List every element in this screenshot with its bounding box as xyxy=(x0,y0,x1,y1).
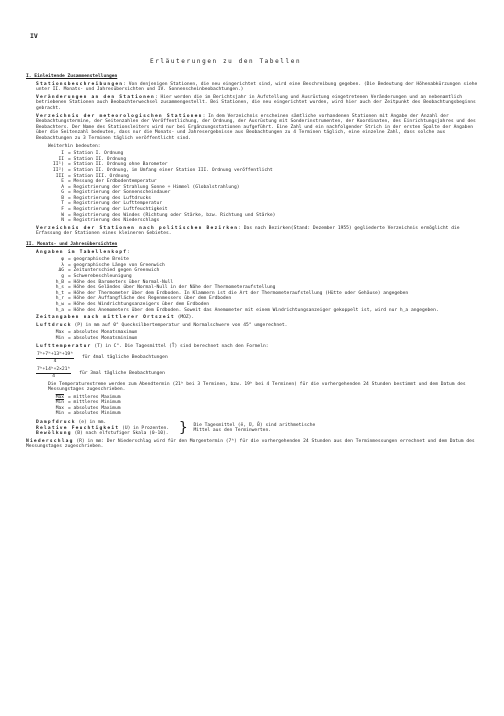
list-text: = mittleres Maximum xyxy=(68,394,121,400)
paragraph-text: : Hier werden die im Berichtsjahr in Aufstellung und Ausrüstung eingetretenen Veränderungen und an nebenamtlich betriebenen Stationen auch Beobachterwechsel zusammengestellt. Bei Stationen, die neu eingerichtet wurden, wird hier auch der Zeitpunkt des Beobachtungsbeginns gebracht. xyxy=(36,94,476,111)
list-symbol: h_t xyxy=(55,290,64,296)
list-symbol: Max xyxy=(55,330,64,336)
paragraph-lead: Verzeichnis der meteorologischen Stationen xyxy=(36,113,203,119)
list-text: = Schwerebeschleunigung xyxy=(68,274,132,279)
list-text: = absolutes Monatsminimum xyxy=(68,335,138,341)
section-heading-monthly-annual: II. Monats- und Jahresübersichten xyxy=(26,242,118,248)
paragraph-text: (R) in mm: Der Niederschlag wird für den Morgentermin (7ʰ) für die vorhergehenden 24 Stunden aus den Terminmessungen errechnet und dem Datum des Messungstages zugeschrieben. xyxy=(26,438,475,450)
paragraph-table-header xyxy=(26,250,480,256)
paragraph-cloud-cover xyxy=(36,431,169,437)
list-symbol: B xyxy=(61,195,64,201)
list-text: = Station II. Ordnung xyxy=(68,156,127,162)
paragraph-lead: Luftdruck xyxy=(36,322,72,328)
list-text: = geographische Länge von Greenwich xyxy=(68,262,165,268)
formula-4-observations xyxy=(36,352,480,364)
list-symbol: I xyxy=(61,151,64,157)
list-item xyxy=(48,308,480,314)
section-heading-introduction: I. Einleitende Zusammenstellungen xyxy=(26,74,118,79)
list-symbol: h_s xyxy=(55,285,64,291)
paragraph-lead: Veränderungen an den Stationen xyxy=(36,94,155,100)
paragraph-text: (P) in mm auf 0° Quecksilbertemperatur und Normalschwere von 45° umgerechnet. xyxy=(74,322,288,328)
right-brace-icon: } xyxy=(179,420,188,437)
formula-description: für 4mal tägliche Beobachtungen xyxy=(81,355,168,361)
list-text: = Höhe der Auffangfläche des Regenmessers über dem Erdboden xyxy=(68,296,232,302)
list-text: = Station II. Ordnung, im Umfang einer Station III. Ordnung veröffentlicht xyxy=(68,167,273,173)
paragraph-lead: Relative Feuchtigkeit xyxy=(36,425,120,431)
list-text: = Registrierung des Niederschlags xyxy=(68,218,160,224)
list-symbol: G xyxy=(61,190,64,196)
paragraph-lead: Bewölkung xyxy=(36,431,72,437)
paragraph-text: : xyxy=(127,249,130,255)
page-title: Erläuterungen zu den Tabellen xyxy=(150,58,302,65)
list-text: = absolutes Monatsmaximum xyxy=(68,330,138,336)
list-text: = Höhe des Barometers über Normal-Null xyxy=(68,279,174,285)
list-item xyxy=(48,336,480,342)
list-symbol: g xyxy=(61,274,64,279)
daily-mean-note: Die Tagesmittel (ē, Ū, B̄) sind arithmetische Mittel aus den Terminwerten. xyxy=(193,422,316,434)
paragraph-lead: Stationsbeschreibungen xyxy=(36,81,124,87)
list-symbol: λ xyxy=(61,262,64,268)
fraction-denominator: 4 xyxy=(52,373,55,379)
paragraph-text: : Das nach Bezirken(Stand: Dezember 1955) gegliederte Verzeichnis ermöglicht die Erfassung der Stationen eines kleineren Gebietes. xyxy=(36,225,460,237)
list-symbol: ΔG xyxy=(58,268,64,274)
list-symbol: h_B xyxy=(55,279,64,285)
paragraph-precipitation xyxy=(26,439,480,450)
paragraph-air-temperature xyxy=(26,344,480,350)
paragraph-time-specification xyxy=(26,315,480,321)
list-text: = absolutes Minimum xyxy=(68,411,121,417)
paragraph-station-descriptions xyxy=(26,82,480,93)
paragraph-text: (T) in C°. Die Tagesmittel (T̄) sind berechnet nach den Formeln: xyxy=(94,343,269,349)
legend-list xyxy=(48,151,480,224)
paragraph-text: : Von denjenigen Stationen, die neu eingerichtet sind, wird eine Beschreibung gegeben. (Die Bedeutung der Höhenabkürzungen siehe unter II. Monats- und Jahresübersichten und IV. Sonnenscheinbeobachtungen.) xyxy=(36,81,478,93)
paragraph-lead: Angaben im Tabellenkopf xyxy=(36,249,128,255)
list-symbol: T xyxy=(61,201,64,207)
list-symbol: II²) xyxy=(52,167,64,173)
list-symbol: $\overline{Max}$ xyxy=(55,394,64,400)
temperature-extremes-list xyxy=(48,395,480,417)
paragraph-text: (MOZ). xyxy=(177,315,195,321)
list-text: = geographische Breite xyxy=(68,257,129,263)
list-item xyxy=(48,411,480,417)
list-symbol: W xyxy=(61,212,64,218)
list-text: = Station I. Ordnung xyxy=(68,151,124,157)
list-symbol: E xyxy=(61,179,64,185)
paragraph-lead: Zeitangaben nach mittlerer Ortszeit xyxy=(36,315,175,321)
fraction-numerator: 7ʰ+7ʰ+13ʰ+19ʰ xyxy=(37,352,73,358)
list-text: = Registrierung des Windes (Richtung oder Stärke, bzw. Richtung und Stärke) xyxy=(68,212,276,218)
list-symbol: A xyxy=(61,184,64,190)
list-text: = Registrierung der Strahlung Sonne + Himmel (Globalstrahlung) xyxy=(68,184,240,190)
list-symbol: h_w xyxy=(55,301,64,307)
list-symbol: II xyxy=(58,156,64,162)
page-number: IV xyxy=(30,32,38,40)
list-item xyxy=(48,218,480,224)
list-text: = Zeitunterschied gegen Greenwich xyxy=(68,268,160,274)
formula-description: für 3mal tägliche Beobachtungen xyxy=(79,370,165,376)
fraction-denominator: 4 xyxy=(53,358,57,364)
legend-intro: Weiterhin bedeuten: xyxy=(48,143,101,149)
list-text: = Höhe des Geländes über Normal-Null in der Nähe der Thermometeraufstellung xyxy=(68,285,276,291)
list-symbol: h_r xyxy=(55,296,64,302)
paragraph-text: (e) in mm. xyxy=(78,420,107,426)
paragraph-lead: Lufttemperatur xyxy=(36,343,92,349)
list-text: = Station II. Ordnung ohne Barometer xyxy=(68,162,168,168)
list-text: = Registrierung des Luftdrucks xyxy=(68,195,151,201)
list-symbol: φ xyxy=(61,257,64,263)
list-text: = Registrierung der Lufttemperatur xyxy=(68,201,163,207)
list-text: = Station III. Ordnung xyxy=(68,173,129,179)
list-symbol: F xyxy=(61,207,64,213)
list-symbol: Min xyxy=(55,411,64,417)
paragraph-text: (U) in Prozenten. xyxy=(122,425,170,431)
list-symbol: N xyxy=(61,218,64,224)
fraction xyxy=(36,352,74,364)
paragraph-air-pressure xyxy=(26,323,480,329)
paragraph-station-changes xyxy=(26,95,480,112)
document-body xyxy=(26,72,480,450)
list-text: = Registrierung der Luftfeuchtigkeit xyxy=(68,207,168,213)
list-text: = Registrierung der Sonnenscheindauer xyxy=(68,190,171,196)
list-symbol: Min xyxy=(55,335,64,341)
list-symbol: III xyxy=(55,173,64,179)
pressure-extremes-list xyxy=(48,330,480,341)
list-symbol: Max xyxy=(55,405,64,411)
paragraph-lead: Dampfdruck xyxy=(36,420,76,426)
humidity-cloud-lines xyxy=(36,420,169,437)
list-symbol: h_a xyxy=(55,307,64,313)
list-text: = mittleres Minimum xyxy=(68,400,121,406)
fraction xyxy=(36,367,71,379)
list-text: = Höhe des Anemometers über dem Erdboden. Soweit das Anemometer mit einem Windrichtungsanzeiger gekoppelt ist, wird nur h_a angegeben. xyxy=(68,307,439,313)
list-text: = Höhe der Thermometer über dem Erdboden. In Klammern ist die Art der Thermometeraufstellung (Hütte oder Gehäuse) angegeben xyxy=(68,290,409,296)
paragraph-station-directory xyxy=(26,114,480,142)
list-text: = Höhe des Windrichtungsanzeigers über dem Erdboden xyxy=(68,301,210,307)
paragraph-text: : In dem Verzeichnis erscheinen sämtliche vorhandenen Stationen mit Angabe der Anzahl der Beobachtungstermine, der Seitenzahlen der Veröffentlichung, der Ordnung, der Ausrüstung mit Sonderinstrumenten, der Koordinaten, des Einrichtungsjahres und des Beobachters. Der Name des Stationsleiters wird nur bei Ergänzungsstationen aufgeführt. Eine Zahl und ein nachfolgender Strich in der ersten Spalte der Angaben über die Seitenzahl bedeuten, dass nur die Monats- und Jahresergebnisse aus Beobachtungen zu 4 Terminen täglich, eine einzelne Zahl, dass solche aus Beobachtungen zu 3 Terminen täglich veröffentlicht sind. xyxy=(36,113,476,141)
list-symbol: $\overline{Min}$ xyxy=(55,400,64,406)
formula-3-observations xyxy=(36,367,480,379)
paragraph-lead: Verzeichnis der Stationen nach politischen Bezirken xyxy=(36,225,239,231)
paragraph-temperature-extremes: Die Temperaturextreme werden zum Abendtermin (21ʰ bei 3 Terminen, bzw. 19ʰ bei 4 Terminen) für die vorhergehenden 24 Stunden bestimmt und dem Datum des Messungstages zugeschrieben. xyxy=(48,381,466,393)
list-symbol: II¹) xyxy=(52,162,64,168)
list-text: = Messung der Erdbodentemperatur xyxy=(68,179,157,185)
paragraph-text: (B) nach elfstufiger Skala (0-10). xyxy=(74,431,169,437)
paragraph-political-districts xyxy=(26,226,480,237)
fraction-numerator: 7ʰ+14ʰ+2×21ʰ xyxy=(37,367,71,373)
humidity-cloud-group xyxy=(26,420,480,437)
list-text: = absolutes Maximum xyxy=(68,405,121,411)
header-symbol-list xyxy=(48,257,480,313)
paragraph-lead: Niederschlag xyxy=(26,438,74,444)
